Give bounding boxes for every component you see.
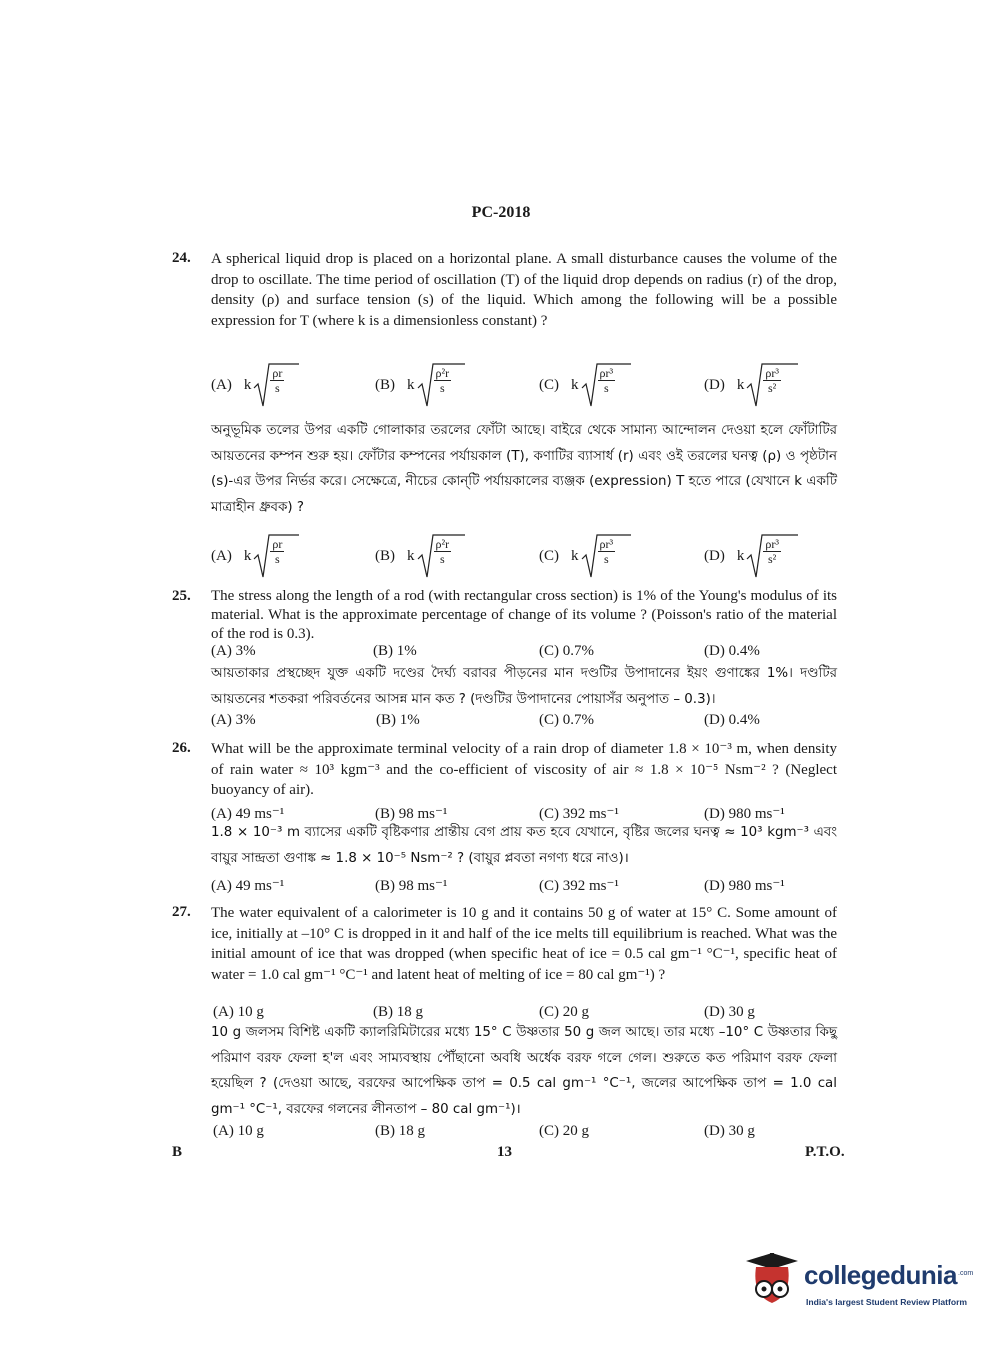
- option-c: (C) k $\frac{\text{ρr³}}{s}$: [539, 362, 632, 408]
- option-a: (A) 10 g: [213, 1123, 264, 1139]
- question-text-bn: আয়তাকার প্রস্থচ্ছেদ যুক্ত একটি দণ্ডের দৈর্ঘ্য বরাবর পীড়নের মান দণ্ডটির উপাদানের ইয়ং গুণাঙ্কের 1%। দণ্ডটির আয়তনের শতকরা পরিবর্তনের আসন্ন মান কত ? (দণ্ডটির উপাদানের পোয়াসঁর অনুপাত – 0.3)।: [211, 666, 837, 707]
- option-b: (B) k $\frac{\text{ρ²r}}{s}$: [375, 362, 466, 408]
- question-number: 26.: [172, 740, 191, 756]
- logo-tagline: India's largest Student Review Platform: [806, 1297, 968, 1307]
- option-c: (C) k $\frac{\text{ρr³}}{s}$: [539, 533, 632, 579]
- question-text-bn: 1.8 × 10⁻³ m ব্যাসের একটি বৃষ্টিকণার প্রান্তীয় বেগ প্রায় কত হবে যেখানে, বৃষ্টির জলের ঘনত্ব ≈ 10³ kgm⁻³ এবং বায়ুর সান্দ্রতা গুণাঙ্ক ≈ 1.8 × 10⁻⁵ Nsm⁻² ? (বায়ুর প্লবতা নগণ্য ধরে নাও)।: [211, 825, 837, 866]
- option-a: (A) k $\frac{\rho r}{s}$: [211, 533, 300, 579]
- please-turn-over: P.T.O.: [805, 1144, 845, 1160]
- option-c: (C) 392 ms⁻¹: [539, 878, 619, 894]
- logo-name: collegedunia: [804, 1260, 957, 1290]
- option-c: (C) 392 ms⁻¹: [539, 806, 619, 822]
- option-c: (C) 0.7%: [539, 643, 594, 659]
- option-d: (D) 30 g: [704, 1004, 755, 1020]
- option-a: (A) k $\frac{\rho r}{s}$: [211, 362, 300, 408]
- options-row-bn: [0, 876, 1002, 894]
- option-a: (A) 49 ms⁻¹: [211, 806, 285, 822]
- option-d: (D) 0.4%: [704, 643, 760, 659]
- option-c: (C) 20 g: [539, 1004, 589, 1020]
- option-b: (B) 98 ms⁻¹: [375, 878, 448, 894]
- booklet-series: B: [172, 1144, 183, 1160]
- option-b: (B) 1%: [376, 712, 420, 728]
- option-d: (D) k $\frac{\text{ρr³}}{\text{s²}}$: [704, 362, 799, 408]
- option-a: (A) 3%: [211, 643, 256, 659]
- options-row-bn: [0, 533, 1002, 583]
- logo-domain: .com: [958, 1270, 974, 1277]
- option-c: (C) 0.7%: [539, 712, 594, 728]
- question-text-en: The stress along the length of a rod (with rectangular cross section) is 1% of the Young's modulus of its material. What is the approximate percentage of change of its volume ? (Poisson's ratio of the material of the rod is 0.3).: [211, 588, 837, 642]
- option-a: (A) 10 g: [213, 1004, 264, 1020]
- option-b: (B) 18 g: [373, 1004, 423, 1020]
- option-b: (B) k $\frac{\text{ρ²r}}{s}$: [375, 533, 466, 579]
- option-b: (B) 98 ms⁻¹: [375, 806, 448, 822]
- option-a: (A) 3%: [211, 712, 256, 728]
- options-row-en: [0, 643, 1002, 661]
- question-number: 24.: [172, 250, 191, 266]
- option-b: (B) 1%: [373, 643, 417, 659]
- question-text-en: What will be the approximate terminal velocity of a rain drop of diameter 1.8 × 10⁻³ m, when density of rain water ≈ 10³ kgm⁻³ and the co-efficient of viscosity of air ≈ 1.8 × 10⁻⁵ Nsm⁻² ? (Neglect buoyancy of air).: [211, 741, 837, 799]
- question-text-en: The water equivalent of a calorimeter is 10 g and it contains 50 g of water at 15° C. Some amount of ice, initially at –10° C is dropped in it and half of the ice melts till equilibrium is reached. What was the initial amount of ice that was dropped (when specific heat of ice = 0.5 cal gm⁻¹ °C⁻¹, specific heat of water = 1.0 cal gm⁻¹ °C⁻¹ and latent heat of melting of ice = 80 cal gm⁻¹) ?: [211, 905, 837, 983]
- question-text-bn: অনুভূমিক তলের উপর একটি গোলাকার তরলের ফোঁটা আছে। বাইরে থেকে সামান্য আন্দোলন দেওয়া হলে ফোঁটাটির আয়তনের কম্পন শুরু হয়। ফোঁটার কম্পনের পর্যায়কাল (T), কণাটির ব্যাসার্ধ (r) এবং ওই তরলের ঘনত্ব (ρ) ও পৃষ্ঠটান (s)-এর উপর নির্ভর করে। সেক্ষেত্রে, নীচের কোন্‌টি পর্যায়কালের ব্যঞ্জক (expression) T হতে পারে (যেখানে k একটি মাত্রাহীন ধ্রুবক) ?: [211, 423, 837, 515]
- options-row-en: [0, 362, 1002, 412]
- option-d: (D) 980 ms⁻¹: [704, 878, 785, 894]
- page-header-code: PC-2018: [471, 204, 531, 221]
- question-text-en: A spherical liquid drop is placed on a horizontal plane. A small disturbance causes the volume of the drop to oscillate. The time period of oscillation (T) of the liquid drop depends on radius (r) of the drop, density (ρ) and surface tension (s) of the liquid. Which among the following will be a possible expression for T (where k is a dimensionless constant) ?: [211, 251, 837, 329]
- question-number: 27.: [172, 904, 191, 920]
- options-row-bn: [0, 1123, 1002, 1141]
- option-d: (D) 980 ms⁻¹: [704, 806, 785, 822]
- option-d: (D) k $\frac{\text{ρr³}}{\text{s²}}$: [704, 533, 799, 579]
- option-b: (B) 18 g: [375, 1123, 425, 1139]
- question-text-bn: 10 g জলসম বিশিষ্ট একটি ক্যালরিমিটারের মধ্যে 15° C উষ্ণতার 50 g জল আছে। তার মধ্যে –10° C উষ্ণতার কিছু পরিমাণ বরফ ফেলা হ'ল এবং সাম্যবস্থায় পৌঁছানো অবধি অর্ধেক বরফ গলে গেল। শুরুতে কত পরিমাণ বরফ ফেলা হয়েছিল ? (দেওয়া আছে, বরফের আপেক্ষিক তাপ = 0.5 cal gm⁻¹ °C⁻¹, জলের আপেক্ষিক তাপ = 1.0 cal gm⁻¹ °C⁻¹, বরফের গলনের লীনতাপ – 80 cal gm⁻¹)।: [211, 1025, 837, 1117]
- options-row-bn: [0, 712, 1002, 730]
- option-d: (D) 0.4%: [704, 712, 760, 728]
- question-number: 25.: [172, 588, 191, 604]
- option-c: (C) 20 g: [539, 1123, 589, 1139]
- page-number: 13: [497, 1144, 512, 1160]
- option-a: (A) 49 ms⁻¹: [211, 878, 285, 894]
- option-d: (D) 30 g: [704, 1123, 755, 1139]
